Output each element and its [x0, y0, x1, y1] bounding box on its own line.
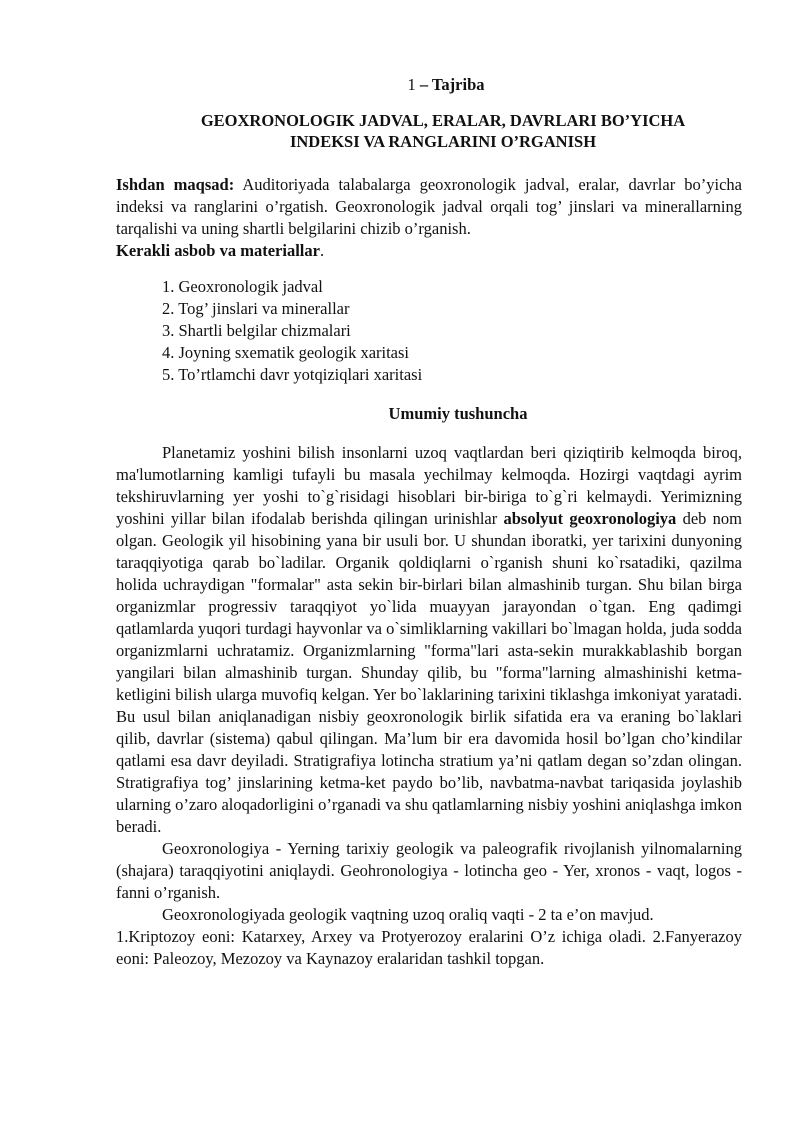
- list-item: 2. Tog’ jinslari va minerallar: [162, 299, 350, 318]
- paragraph-text: Planetamiz yoshini bilish insonlarni uzoq vaqtlardan beri qiziqtirib kelmoqda biroq, ma'lumotlarning kamligi tufayli bu masala yechilmay kelmoqda. Hozirgi vaqtdagi ayrim tekshiruvlarning yer yoshi to`g`risidagi hisoblari bir-biriga to`g`ri kelmaydi. Yerimizning yoshini yillar bilan ifodalab berishda qilingan urinishlar: [116, 443, 742, 528]
- materials-label: Kerakli asbob va materiallar: [116, 241, 320, 260]
- paragraph-text: deb nom olgan. Geologik yil hisobining yana bir usuli bor. U shundan iboratki, yer tarixini dunyoning taraqqiyotiga qarab bo`ladilar. Organik qoldiqlarni o`rganish shuni ko`rsatadiki, qazilma holida uchraydigan "formalar" asta sekin bir-birlari bilan almashinib turgan. Shu bilan birga organizmlar progressiv taraqqiyot yo`lida muayyan jarayondan o`tgan. Eng qadimgi qatlamlarda yuqori turdagi hayvonlar va o`simliklarning vakillari bo`lmagan holda, juda sodda organizmlarni uchratamiz. Organizmlarning "forma"lari asta-sekin murakkablashib borgan yangilari bilan almashinib turgan. Shunday qilib, bu "forma"larning almashinishi ketma-ketligini bilish ularga muvofiq kelgan. Yer bo`laklarining tarixini tiklashga imkoniyat yaratadi. Bu usul bilan aniqlanadigan nisbiy geoxronologik birlik sifatida era va eraning bo`laklari qilib, davrlar (sistema) qabul qilingan. Ma’lum bir era davomida hosil bo’lgan cho’kindilar qatlami esa davr deyiladi. Stratigrafiya lotincha stratium ya’ni qatlam degan so’zdan olingan. Stratigrafiya tog’ jinslarining ketma-ket paydo bo’lib, navbatma-navbat tariqasida joylashib ularning o’zaro aloqadorligini o’rganadi va shu qatlamlarning nisbiy yoshini aniqlashga imkon beradi.: [116, 509, 742, 836]
- title-line-1: GEOXRONOLOGIK JADVAL, ERALAR, DAVRLARI BO’YICHA: [200, 111, 686, 130]
- title-line-2: INDEKSI VA RANGLARINI O’RGANISH: [289, 132, 597, 151]
- body-paragraph-3: Geoxronologiyada geologik vaqtning uzoq oraliq vaqti - 2 ta e’on mavjud.: [162, 905, 654, 924]
- materials-heading: [116, 240, 742, 262]
- list-item: 4. Joyning sxematik geologik xaritasi: [162, 343, 410, 362]
- bold-term: absolyut geoxronologiya: [503, 509, 677, 528]
- lab-title: – Tajriba: [419, 75, 485, 94]
- goal-label: Ishdan maqsad:: [116, 175, 235, 194]
- list-item: 5. To’rtlamchi davr yotqiziqlari xaritasi: [162, 365, 423, 384]
- section-heading: Umumiy tushuncha: [388, 404, 528, 423]
- list-item: 3. Shartli belgilar chizmalari: [162, 321, 351, 340]
- materials-punct: .: [319, 241, 325, 260]
- document-title: [116, 110, 742, 152]
- lab-heading: [116, 74, 742, 96]
- body-paragraph-1: [116, 442, 742, 838]
- goal-paragraph: [116, 174, 742, 240]
- body-paragraph-4: 1.Kriptozoy eoni: Katarxey, Arxey va Protyerozoy eralarini O’z ichiga oladi. 2.Fanyerazoy eoni: Paleozoy, Mezozoy va Kaynazoy eralaridan tashkil topgan.: [116, 927, 742, 968]
- materials-list: [162, 276, 742, 386]
- body-paragraph-2: Geoxronologiya - Yerning tarixiy geologik va paleografik rivojlanish yilnomalarning (shajara) taraqqiyotini aniqlaydi. Geohronologiya - lotincha geo - Yer, xronos - vaqt, logos - fanni o’rganish.: [116, 839, 742, 902]
- goal-text: Auditoriyada talabalarga geoxronologik jadval, eralar, davrlar bo’yicha indeksi va ranglarini o’rgatish. Geoxronologik jadval orqali tog’ jinslari va minerallarning tarqalishi va uning shartli belgilarini chizib o’rganish.: [116, 175, 742, 238]
- lab-number: 1: [407, 75, 416, 94]
- list-item: 1. Geoxronologik jadval: [162, 277, 323, 296]
- document-page: [116, 74, 742, 970]
